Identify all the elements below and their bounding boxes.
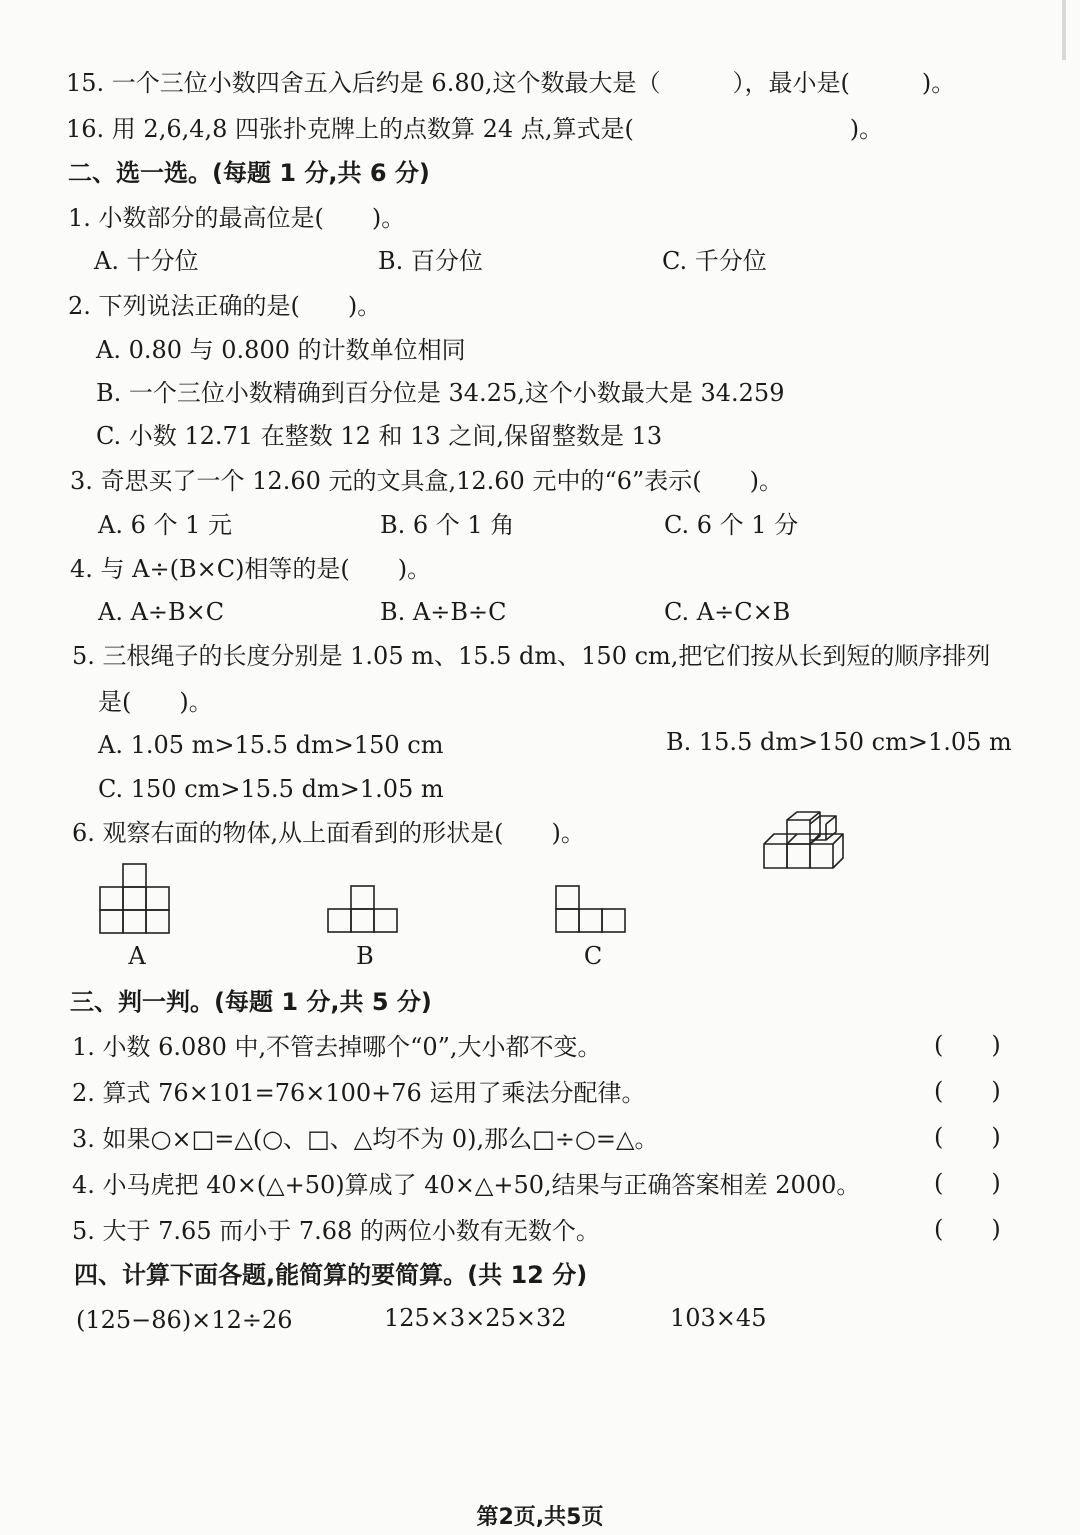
s2-q5-option-b: B. 15.5 dm>150 cm>1.05 m	[666, 728, 1012, 756]
s2-q4-stem: 4. 与 A÷(B×C)相等的是( )。	[70, 555, 432, 583]
section-4-title: 四、计算下面各题,能简算的要简算。(共 12 分)	[74, 1261, 588, 1289]
s3-item-4: 4. 小马虎把 40×(△+50)算成了 40×△+50,结果与正确答案相差 2000。	[72, 1171, 861, 1199]
s2-q4-option-a: A. A÷B×C	[98, 598, 225, 626]
s2-q3-option-a: A. 6 个 1 元	[98, 511, 233, 539]
s3-item-4-bracket: ( )	[934, 1169, 1001, 1197]
s2-q4-option-c: C. A÷C×B	[664, 598, 791, 626]
s3-item-5-bracket: ( )	[934, 1215, 1001, 1243]
s2-q3-stem: 3. 奇思买了一个 12.60 元的文具盒,12.60 元中的“6”表示( )。	[70, 467, 783, 495]
option-c-figure	[554, 884, 630, 936]
s2-q1-stem: 1. 小数部分的最高位是( )。	[68, 204, 406, 232]
question-16: 16. 用 2,6,4,8 四张扑克牌上的点数算 24 点,算式是( )。	[66, 115, 884, 143]
scan-edge	[1062, 0, 1066, 60]
s2-q6-stem: 6. 观察右面的物体,从上面看到的形状是( )。	[72, 819, 585, 847]
s2-q5-option-a: A. 1.05 m>15.5 dm>150 cm	[98, 731, 444, 759]
s2-q4-option-b: B. A÷B÷C	[380, 598, 507, 626]
page-number: 第2页,共5页	[476, 1505, 604, 1530]
s4-expr-1: (125−86)×12÷26	[76, 1306, 293, 1334]
question-15: 15. 一个三位小数四舍五入后约是 6.80,这个数最大是（ ），最小是( )。	[66, 69, 956, 97]
s4-expr-3: 103×45	[670, 1304, 767, 1332]
s3-item-1-bracket: ( )	[934, 1031, 1001, 1059]
s2-q1-option-c: C. 千分位	[662, 247, 767, 275]
s3-item-3-bracket: ( )	[934, 1123, 1001, 1151]
s2-q3-option-b: B. 6 个 1 角	[380, 511, 515, 539]
option-b-label: B	[356, 942, 374, 970]
s2-q2-stem: 2. 下列说法正确的是( )。	[68, 292, 382, 320]
s2-q2-option-b: B. 一个三位小数精确到百分位是 34.25,这个小数最大是 34.259	[96, 379, 785, 407]
section-3-title: 三、判一判。(每题 1 分,共 5 分)	[70, 988, 432, 1016]
s2-q2-option-c: C. 小数 12.71 在整数 12 和 13 之间,保留整数是 13	[96, 422, 663, 450]
s2-q1-option-a: A. 十分位	[94, 247, 199, 275]
s2-q5-option-c: C. 150 cm>15.5 dm>1.05 m	[98, 775, 444, 803]
s3-item-2: 2. 算式 76×101=76×100+76 运用了乘法分配律。	[72, 1079, 646, 1107]
option-c-label: C	[583, 942, 603, 970]
s3-item-5: 5. 大于 7.65 而小于 7.68 的两位小数有无数个。	[72, 1217, 600, 1245]
s2-q1-option-b: B. 百分位	[378, 247, 483, 275]
s4-expr-2: 125×3×25×32	[384, 1304, 567, 1332]
option-b-figure	[326, 884, 402, 936]
section-2-title: 二、选一选。(每题 1 分,共 6 分)	[68, 159, 430, 187]
cube-stack-figure	[760, 810, 860, 876]
s3-item-3: 3. 如果○×□=△(○、□、△均不为 0),那么□÷○=△。	[72, 1125, 659, 1153]
s3-item-1: 1. 小数 6.080 中,不管去掉哪个“0”,大小都不变。	[72, 1033, 602, 1061]
s2-q3-option-c: C. 6 个 1 分	[664, 511, 799, 539]
s2-q5-stem-cont: 是( )。	[98, 688, 213, 716]
s2-q5-stem: 5. 三根绳子的长度分别是 1.05 m、15.5 dm、150 cm,把它们按从长到短的顺序排列	[72, 642, 991, 670]
s3-item-2-bracket: ( )	[934, 1077, 1001, 1105]
option-a-figure	[98, 862, 174, 936]
s2-q2-option-a: A. 0.80 与 0.800 的计数单位相同	[96, 336, 466, 364]
option-a-label: A	[128, 942, 146, 970]
